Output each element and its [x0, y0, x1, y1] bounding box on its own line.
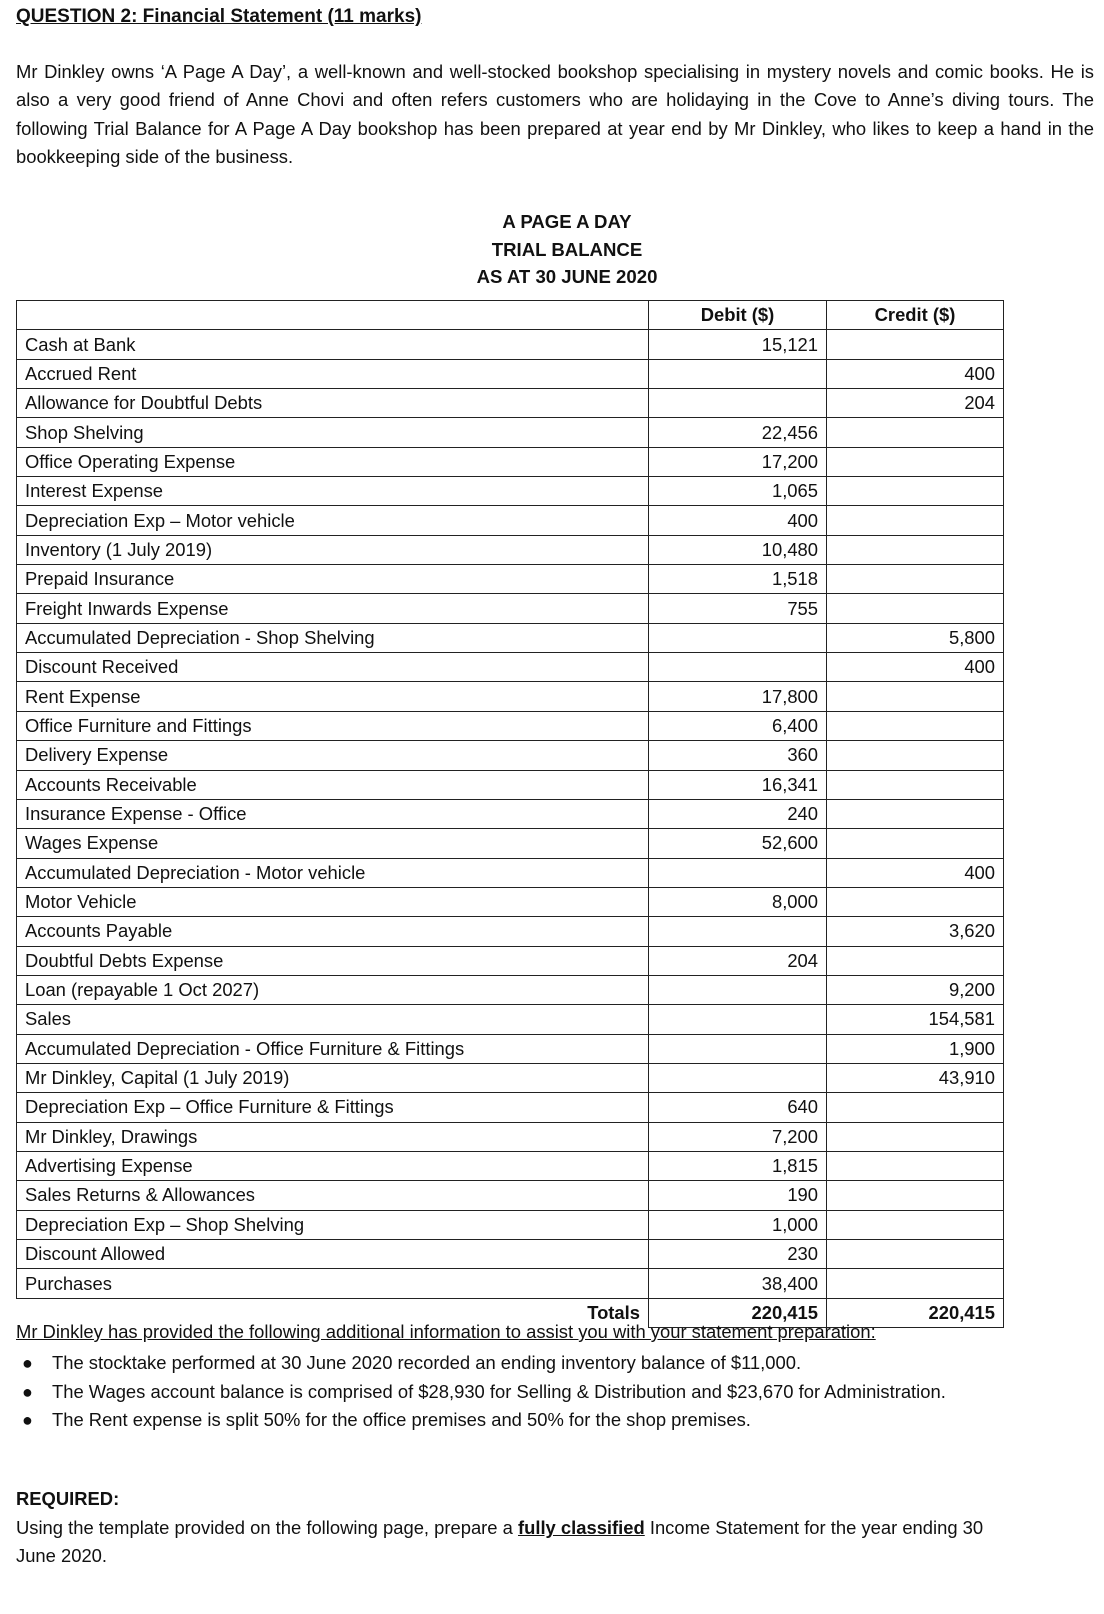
account-cell: Accrued Rent — [17, 359, 649, 388]
credit-cell — [827, 770, 1004, 799]
account-cell: Accumulated Depreciation - Motor vehicle — [17, 858, 649, 887]
debit-cell: 204 — [649, 946, 827, 975]
credit-cell — [827, 1122, 1004, 1151]
table-row — [17, 389, 1004, 418]
account-cell: Office Operating Expense — [17, 447, 649, 476]
debit-cell: 240 — [649, 799, 827, 828]
table-row — [17, 1151, 1004, 1180]
credit-cell — [827, 1151, 1004, 1180]
debit-cell: 52,600 — [649, 829, 827, 858]
credit-cell: 9,200 — [827, 975, 1004, 1004]
table-row — [17, 535, 1004, 564]
bullet-icon: ● — [22, 1410, 33, 1430]
account-cell: Accumulated Depreciation - Office Furniture & Fittings — [17, 1034, 649, 1063]
question-intro: Mr Dinkley owns ‘A Page A Day’, a well-known and well-stocked bookshop specialising in mystery novels and comic books. He is also a very good friend of Anne Chovi and often refers customers who are holidaying in the Cove to Anne’s diving tours. The following Trial Balance for A Page A Day bookshop has been prepared at year end by Mr Dinkley, who likes to keep a hand in the bookkeeping side of the business. — [16, 61, 1094, 167]
report-date: AS AT 30 JUNE 2020 — [476, 266, 658, 287]
credit-cell: 400 — [827, 653, 1004, 682]
credit-cell: 400 — [827, 359, 1004, 388]
list-item — [16, 1378, 1096, 1407]
table-row — [17, 1034, 1004, 1063]
debit-cell: 1,518 — [649, 565, 827, 594]
account-cell: Prepaid Insurance — [17, 565, 649, 594]
question-title: QUESTION 2: Financial Statement (11 marks) — [16, 6, 422, 27]
totals-debit: 220,415 — [649, 1298, 827, 1327]
debit-column-header: Debit ($) — [649, 301, 827, 330]
table-row — [17, 623, 1004, 652]
debit-cell — [649, 975, 827, 1004]
credit-cell: 400 — [827, 858, 1004, 887]
debit-cell: 360 — [649, 741, 827, 770]
list-item — [16, 1406, 1096, 1435]
account-cell: Depreciation Exp – Office Furniture & Fittings — [17, 1093, 649, 1122]
required-text — [16, 1514, 1016, 1571]
credit-column-header: Credit ($) — [827, 301, 1004, 330]
list-item-text: The Rent expense is split 50% for the office premises and 50% for the shop premises. — [52, 1409, 751, 1430]
table-row — [17, 799, 1004, 828]
list-item-text: The Wages account balance is comprised of $28,930 for Selling & Distribution and $23,670 for Administration. — [52, 1380, 946, 1402]
account-cell: Mr Dinkley, Drawings — [17, 1122, 649, 1151]
credit-cell: 204 — [827, 389, 1004, 418]
account-cell: Office Furniture and Fittings — [17, 711, 649, 740]
debit-cell — [649, 389, 827, 418]
account-cell: Purchases — [17, 1269, 649, 1298]
credit-cell — [827, 1181, 1004, 1210]
required-text-after: Income Statement for the year ending 30 June 2020. — [16, 1517, 984, 1567]
debit-cell — [649, 917, 827, 946]
debit-cell: 22,456 — [649, 418, 827, 447]
credit-cell — [827, 447, 1004, 476]
debit-cell: 1,000 — [649, 1210, 827, 1239]
table-row — [17, 858, 1004, 887]
account-cell: Cash at Bank — [17, 330, 649, 359]
table-row — [17, 565, 1004, 594]
credit-cell — [827, 946, 1004, 975]
table-row — [17, 829, 1004, 858]
table-row — [17, 917, 1004, 946]
required-heading: REQUIRED: — [16, 1488, 120, 1509]
account-cell: Freight Inwards Expense — [17, 594, 649, 623]
totals-label: Totals — [587, 1302, 640, 1324]
debit-cell: 10,480 — [649, 535, 827, 564]
report-title: TRIAL BALANCE — [491, 239, 643, 260]
account-cell: Doubtful Debts Expense — [17, 946, 649, 975]
table-row — [17, 1093, 1004, 1122]
debit-cell: 6,400 — [649, 711, 827, 740]
account-cell: Sales — [17, 1005, 649, 1034]
list-item — [16, 1349, 1096, 1378]
table-row — [17, 711, 1004, 740]
account-cell: Loan (repayable 1 Oct 2027) — [17, 975, 649, 1004]
account-cell: Advertising Expense — [17, 1151, 649, 1180]
debit-cell: 190 — [649, 1181, 827, 1210]
required-emphasis: fully classified — [517, 1517, 645, 1538]
credit-cell — [827, 1093, 1004, 1122]
credit-cell — [827, 1269, 1004, 1298]
account-cell: Mr Dinkley, Capital (1 July 2019) — [17, 1063, 649, 1092]
debit-cell: 1,815 — [649, 1151, 827, 1180]
additional-info-heading: Mr Dinkley has provided the following additional information to assist you with your statement preparation: — [16, 1321, 876, 1342]
account-cell: Accumulated Depreciation - Shop Shelving — [17, 623, 649, 652]
credit-cell — [827, 711, 1004, 740]
table-row — [17, 887, 1004, 916]
debit-cell: 8,000 — [649, 887, 827, 916]
account-cell: Shop Shelving — [17, 418, 649, 447]
credit-cell — [827, 1210, 1004, 1239]
table-row — [17, 1269, 1004, 1298]
table-row — [17, 330, 1004, 359]
account-cell: Discount Allowed — [17, 1240, 649, 1269]
account-cell: Accounts Receivable — [17, 770, 649, 799]
debit-cell — [649, 858, 827, 887]
credit-cell: 1,900 — [827, 1034, 1004, 1063]
credit-cell — [827, 535, 1004, 564]
credit-cell — [827, 594, 1004, 623]
credit-cell — [827, 741, 1004, 770]
credit-cell — [827, 565, 1004, 594]
table-row — [17, 770, 1004, 799]
debit-cell: 38,400 — [649, 1269, 827, 1298]
table-row — [17, 1181, 1004, 1210]
debit-cell — [649, 1005, 827, 1034]
credit-cell — [827, 1240, 1004, 1269]
table-row — [17, 359, 1004, 388]
table-row — [17, 447, 1004, 476]
credit-cell — [827, 682, 1004, 711]
table-row — [17, 1005, 1004, 1034]
account-cell: Motor Vehicle — [17, 887, 649, 916]
debit-cell — [649, 359, 827, 388]
table-header-row — [17, 301, 1004, 330]
table-row — [17, 418, 1004, 447]
debit-cell — [649, 1034, 827, 1063]
debit-cell: 15,121 — [649, 330, 827, 359]
credit-cell — [827, 506, 1004, 535]
credit-cell — [827, 887, 1004, 916]
credit-cell — [827, 330, 1004, 359]
account-column-header — [17, 301, 649, 330]
account-cell: Insurance Expense - Office — [17, 799, 649, 828]
credit-cell — [827, 418, 1004, 447]
account-cell: Inventory (1 July 2019) — [17, 535, 649, 564]
table-row — [17, 682, 1004, 711]
table-row — [17, 594, 1004, 623]
table-row — [17, 477, 1004, 506]
list-item-text: The stocktake performed at 30 June 2020 recorded an ending inventory balance of $11,000. — [52, 1352, 802, 1373]
table-row — [17, 653, 1004, 682]
credit-cell: 3,620 — [827, 917, 1004, 946]
debit-cell: 230 — [649, 1240, 827, 1269]
debit-cell — [649, 653, 827, 682]
table-row — [17, 975, 1004, 1004]
debit-cell: 16,341 — [649, 770, 827, 799]
credit-cell — [827, 477, 1004, 506]
required-text-before: Using the template provided on the following page, prepare a — [16, 1517, 518, 1538]
account-cell: Delivery Expense — [17, 741, 649, 770]
debit-cell: 400 — [649, 506, 827, 535]
table-row — [17, 1122, 1004, 1151]
additional-info-list — [16, 1349, 1096, 1435]
debit-cell — [649, 1063, 827, 1092]
business-name: A PAGE A DAY — [502, 211, 632, 232]
debit-cell: 17,800 — [649, 682, 827, 711]
credit-cell — [827, 829, 1004, 858]
account-cell: Sales Returns & Allowances — [17, 1181, 649, 1210]
credit-cell: 43,910 — [827, 1063, 1004, 1092]
account-cell: Allowance for Doubtful Debts — [17, 389, 649, 418]
trial-balance-table — [16, 300, 1004, 1328]
debit-cell: 755 — [649, 594, 827, 623]
debit-cell — [649, 623, 827, 652]
account-cell: Interest Expense — [17, 477, 649, 506]
account-cell: Rent Expense — [17, 682, 649, 711]
credit-cell: 5,800 — [827, 623, 1004, 652]
debit-cell: 1,065 — [649, 477, 827, 506]
bullet-icon: ● — [22, 1381, 33, 1402]
table-row — [17, 506, 1004, 535]
account-cell: Wages Expense — [17, 829, 649, 858]
credit-cell: 154,581 — [827, 1005, 1004, 1034]
table-row — [17, 1210, 1004, 1239]
account-cell: Accounts Payable — [17, 917, 649, 946]
bullet-icon: ● — [22, 1353, 33, 1373]
debit-cell: 17,200 — [649, 447, 827, 476]
credit-cell — [827, 799, 1004, 828]
table-row — [17, 946, 1004, 975]
account-cell: Depreciation Exp – Shop Shelving — [17, 1210, 649, 1239]
table-row — [17, 1063, 1004, 1092]
totals-credit: 220,415 — [827, 1298, 1004, 1327]
debit-cell: 640 — [649, 1093, 827, 1122]
table-row — [17, 741, 1004, 770]
debit-cell: 7,200 — [649, 1122, 827, 1151]
account-cell: Discount Received — [17, 653, 649, 682]
table-row — [17, 1240, 1004, 1269]
account-cell: Depreciation Exp – Motor vehicle — [17, 506, 649, 535]
